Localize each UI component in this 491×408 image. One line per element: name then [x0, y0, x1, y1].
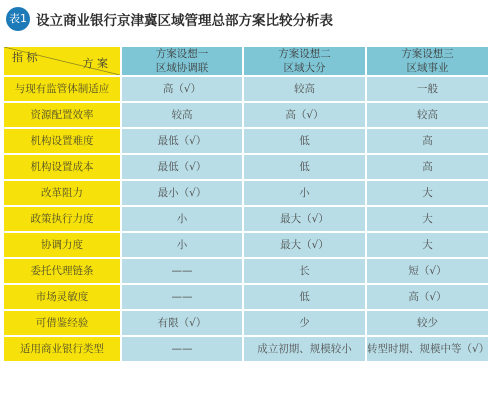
corner-header-cell — [4, 47, 120, 75]
table-cell: 高（√） — [122, 77, 242, 101]
row-label: 协调力度 — [4, 233, 120, 257]
table-cell: 大 — [367, 233, 488, 257]
table-header-row — [4, 47, 488, 75]
table-row — [4, 155, 488, 179]
table-row — [4, 129, 488, 153]
table-row — [4, 103, 488, 127]
column-header-line-2: 区域大分 — [283, 62, 326, 74]
table-cell: —— — [122, 285, 242, 309]
table-cell: 一般 — [367, 77, 488, 101]
table-cell: 有限（√） — [122, 311, 242, 335]
table-row — [4, 337, 488, 361]
corner-label-indicator: 指 标 — [12, 51, 38, 64]
comparison-table — [2, 45, 490, 363]
table-cell: 小 — [122, 207, 242, 231]
row-label: 机构设置难度 — [4, 129, 120, 153]
column-header-scheme-2 — [244, 47, 365, 75]
table-row — [4, 311, 488, 335]
table-cell: 低 — [244, 155, 365, 179]
table-cell: 最小（√） — [122, 181, 242, 205]
table-row — [4, 259, 488, 283]
table-cell: 大 — [367, 181, 488, 205]
table-cell: 最大（√） — [244, 233, 365, 257]
table-cell: 短（√） — [367, 259, 488, 283]
column-header-line-2: 区域事业 — [406, 62, 449, 74]
table-cell: —— — [122, 337, 242, 361]
table-cell: 高 — [367, 129, 488, 153]
table-cell: 少 — [244, 311, 365, 335]
row-label: 可借鉴经验 — [4, 311, 120, 335]
table-cell: 小 — [122, 233, 242, 257]
table-cell: 低 — [244, 129, 365, 153]
table-cell: 高（√） — [244, 103, 365, 127]
row-label: 适用商业银行类型 — [4, 337, 120, 361]
table-cell: 较高 — [122, 103, 242, 127]
corner-label-scheme: 方 案 — [82, 57, 108, 70]
table-cell: 最低（√） — [122, 155, 242, 179]
column-header-scheme-3 — [367, 47, 488, 75]
table-cell: 大 — [367, 207, 488, 231]
column-header-line-1: 方案设想一 — [155, 48, 209, 60]
table-cell: 最低（√） — [122, 129, 242, 153]
column-header-line-1: 方案设想三 — [401, 48, 454, 60]
table-cell: 较高 — [244, 77, 365, 101]
column-header-scheme-1 — [122, 47, 242, 75]
table-cell: 较高 — [367, 103, 488, 127]
table-row — [4, 285, 488, 309]
table-cell: 较少 — [367, 311, 488, 335]
row-label: 资源配置效率 — [4, 103, 120, 127]
column-header-line-1: 方案设想二 — [278, 48, 331, 60]
table-cell: 小 — [244, 181, 365, 205]
row-label: 改革阻力 — [4, 181, 120, 205]
table-cell: 成立初期、规模较小 — [244, 337, 365, 361]
table-number-badge: 表1 — [6, 7, 30, 31]
table-cell: 低 — [244, 285, 365, 309]
table-cell: 高 — [367, 155, 488, 179]
table-cell: 高（√） — [367, 285, 488, 309]
row-label: 政策执行力度 — [4, 207, 120, 231]
row-label: 市场灵敏度 — [4, 285, 120, 309]
table-cell: 转型时期、规模中等（√） — [367, 337, 488, 361]
column-header-line-2: 区域协调联 — [155, 62, 209, 74]
table-row — [4, 207, 488, 231]
table-row — [4, 181, 488, 205]
table-cell: —— — [122, 259, 242, 283]
row-label: 机构设置成本 — [4, 155, 120, 179]
table-row — [4, 233, 488, 257]
table-cell: 长 — [244, 259, 365, 283]
table-title: 设立商业银行京津冀区域管理总部方案比较分析表 — [36, 13, 333, 29]
row-label: 委托代理链条 — [4, 259, 120, 283]
table-header — [6, 7, 333, 31]
table-row — [4, 77, 488, 101]
row-label: 与现有监管体制适应 — [4, 77, 120, 101]
table-cell: 最大（√） — [244, 207, 365, 231]
